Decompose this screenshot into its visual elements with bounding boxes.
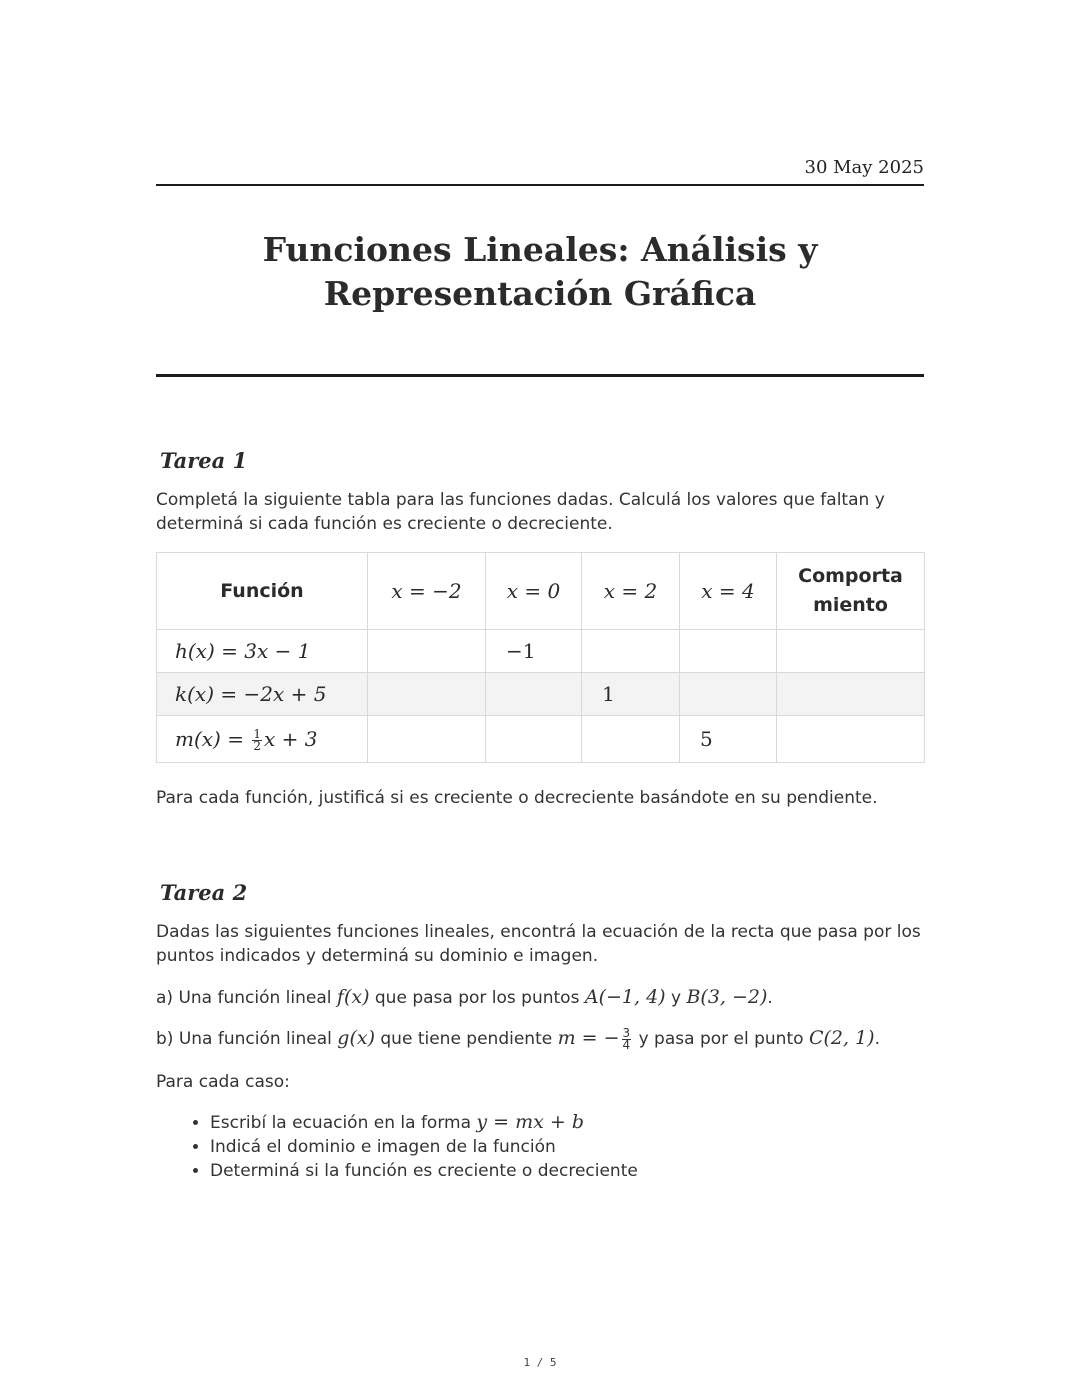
fraction-denominator: 2 — [253, 738, 261, 753]
list-item — [210, 1110, 638, 1135]
values-table — [156, 552, 925, 763]
list-item: • Indicá el dominio e imagen de la función — [210, 1135, 638, 1159]
table-cell — [486, 673, 582, 716]
list-item: • Determiná si la función es creciente o decreciente — [210, 1159, 638, 1183]
fraction-numerator: 3 — [622, 1025, 631, 1040]
slope-fraction — [622, 1025, 632, 1052]
item-b-function: g(x) — [337, 1027, 375, 1049]
instruction-list — [156, 1110, 638, 1183]
header-divider — [156, 184, 924, 186]
task1-justification: Para cada función, justificá si es creciente o decreciente basándote en su pendiente. — [156, 788, 878, 808]
table-cell — [368, 630, 486, 673]
fraction-numerator: 1 — [253, 726, 261, 741]
table-row — [157, 716, 925, 763]
list-item-text: Escribí la ecuación en la forma — [210, 1113, 477, 1133]
function-cell: k(x) = −2x + 5 — [157, 673, 368, 716]
col-header-function: Función — [157, 553, 368, 630]
item-a-function: f(x) — [336, 986, 370, 1008]
item-a-text: a) Una función lineal — [156, 988, 337, 1008]
table-cell — [486, 716, 582, 763]
table-cell — [582, 716, 680, 763]
fraction-denominator: 4 — [622, 1037, 631, 1052]
item-b-text: que tiene pendiente — [374, 1029, 558, 1049]
task2-heading: Tarea 2 — [160, 880, 248, 905]
col-header-x-4: x = 4 — [680, 553, 777, 630]
table-row — [157, 673, 925, 716]
table-cell: 1 — [582, 673, 680, 716]
date-label: 30 May 2025 — [804, 157, 924, 178]
table-cell — [368, 673, 486, 716]
table-header-row — [157, 553, 925, 630]
item-a-text: . — [767, 988, 773, 1008]
table-row — [157, 630, 925, 673]
page-number: 1 / 5 — [523, 1356, 557, 1369]
item-a-text: y — [665, 988, 687, 1008]
table-cell: −1 — [486, 630, 582, 673]
page-title: Funciones Lineales: Análisis y Representación Gráfica — [262, 230, 818, 313]
table-cell — [582, 630, 680, 673]
title-divider — [156, 374, 924, 377]
item-b-text: b) Una función lineal — [156, 1029, 338, 1049]
task2-intro: Dadas las siguientes funciones lineales, encontrá la ecuación de la recta que pasa por los puntos indicados y determiná su dominio e imagen. — [156, 922, 921, 966]
item-b-text: . — [874, 1029, 880, 1049]
table-cell — [680, 630, 777, 673]
function-suffix: x + 3 — [263, 726, 318, 751]
fraction — [252, 726, 262, 753]
table-cell — [777, 673, 925, 716]
point-a: A(−1, 4) — [584, 986, 666, 1008]
item-a-text: que pasa por los puntos — [369, 988, 585, 1008]
table-cell: 5 — [680, 716, 777, 763]
task2-item-b — [156, 1026, 926, 1051]
task2-item-a — [156, 985, 926, 1010]
function-prefix: m(x) = — [175, 726, 251, 751]
equation-form: y = mx + b — [476, 1111, 585, 1133]
task1-heading: Tarea 1 — [160, 448, 248, 473]
function-cell: h(x) = 3x − 1 — [157, 630, 368, 673]
case-label: Para cada caso: — [156, 1072, 290, 1092]
function-cell — [157, 716, 368, 763]
col-header-x-0: x = 0 — [486, 553, 582, 630]
slope-label: m = − — [557, 1027, 620, 1049]
point-b: B(3, −2) — [686, 986, 768, 1008]
table-cell — [777, 716, 925, 763]
table-cell — [368, 716, 486, 763]
task1-intro: Completá la siguiente tabla para las funciones dadas. Calculá los valores que faltan y determiná si cada función es creciente o decreciente. — [156, 490, 885, 534]
col-header-behavior: Comporta miento — [777, 553, 925, 630]
col-header-x-2: x = 2 — [582, 553, 680, 630]
point-c: C(2, 1) — [808, 1027, 875, 1049]
table-cell — [680, 673, 777, 716]
table-cell — [777, 630, 925, 673]
item-b-text: y pasa por el punto — [633, 1029, 809, 1049]
col-header-x-neg2: x = −2 — [368, 553, 486, 630]
